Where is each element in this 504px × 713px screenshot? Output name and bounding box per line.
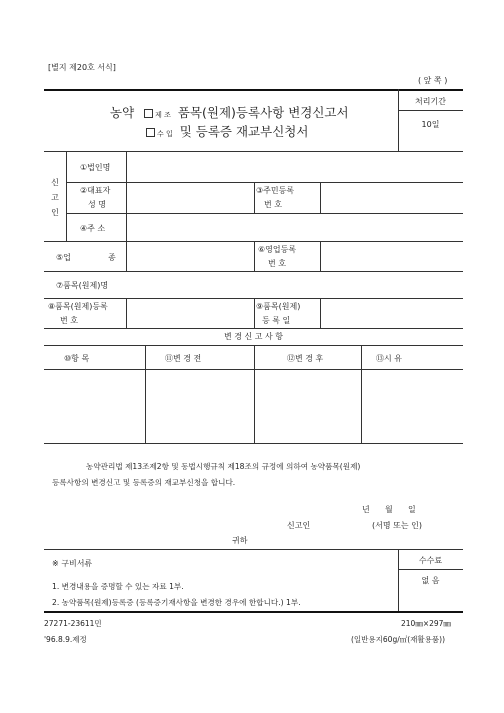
biz-reg-left	[254, 241, 255, 271]
col-reason-header: ⑬시 유	[376, 354, 402, 363]
checkbox-import[interactable]	[146, 128, 155, 137]
rep-name-label-b: 성 명	[88, 200, 106, 209]
reg-no-label-b: 번 호	[60, 316, 78, 325]
documents-item-2: 2. 농약품목(원제)등록증 (등록증기재사항을 변경한 경우에 한합니다.) 1부.	[52, 598, 301, 607]
change-before-field[interactable]	[147, 371, 253, 441]
applicant-char-2: 고	[51, 193, 59, 202]
form-number: [별지 제20호 서식]	[48, 63, 116, 72]
footer-paper: (일반용지60g/㎡(재활용품))	[351, 635, 445, 644]
biz-type-field[interactable]	[128, 242, 253, 270]
page-side-label: ( 앞 쪽 )	[418, 76, 448, 85]
changes-header-bottom	[44, 369, 463, 370]
address-label: ④주 소	[80, 224, 106, 233]
statement-bottom	[44, 549, 463, 550]
addressee: 귀하	[232, 536, 248, 545]
option-manufacture-label: 제 조	[155, 111, 171, 119]
footer-code: 27271-23611민	[44, 619, 102, 628]
reg-date-left	[254, 298, 255, 328]
resident-no-label-a: ③주민등록	[256, 186, 295, 195]
applicant-sign-label: 신고인	[287, 521, 311, 530]
change-item-field[interactable]	[46, 371, 144, 441]
biz-reg-label-b: 번 호	[268, 259, 286, 268]
biz-type-label-b: 종	[108, 253, 116, 262]
option-import-label: 수 입	[157, 130, 173, 138]
processing-divider	[398, 110, 463, 111]
applicant-group-divider	[66, 151, 67, 241]
reg-date-field[interactable]	[322, 299, 462, 327]
changes-col-3	[361, 345, 362, 443]
processing-value: 10일	[421, 120, 440, 129]
reg-no-label-a: ⑧품목(원제)등록	[48, 302, 108, 311]
title-line1-text: 품목(원제)등록사항 변경신고서	[177, 105, 349, 120]
col-before-header: ⑪변 경 전	[165, 354, 202, 363]
registration-bottom	[44, 328, 463, 329]
statement-date[interactable]: 년 월 일	[362, 505, 416, 514]
biz-type-label-a: ⑤업	[56, 253, 71, 262]
col-after-header: ⑫변 경 후	[287, 354, 324, 363]
documents-title: ※ 구비서류	[52, 559, 93, 568]
changes-section-title: 변 경 신 고 사 항	[223, 332, 284, 341]
reg-date-label-a: ⑨품목(원제)	[256, 302, 301, 311]
resident-no-label-b: 번 호	[264, 200, 282, 209]
resident-no-field[interactable]	[322, 183, 462, 212]
signature-field[interactable]: (서명 또는 인)	[372, 521, 422, 530]
biz-reg-label-a: ⑥영업등록	[258, 245, 297, 254]
statement-line2: 등록사항의 변경신고 및 등록증의 재교부신청을 합니다.	[52, 478, 236, 487]
resident-label-right	[320, 182, 321, 213]
form-bottom-border	[44, 611, 463, 613]
title-prefix: 농약	[110, 105, 135, 120]
biz-reg-field[interactable]	[322, 242, 462, 270]
col-item-header: ⑩항 목	[64, 354, 90, 363]
footer-date: '96.8.9.제정	[44, 635, 87, 644]
corp-name-label: ①법인명	[80, 163, 111, 172]
processing-label: 처리기간	[415, 97, 446, 106]
form-title-line1	[110, 103, 349, 121]
rep-name-label-a: ②대표자	[80, 186, 111, 195]
changes-bottom	[44, 443, 463, 444]
applicant-group-label	[44, 175, 66, 220]
address-field[interactable]	[128, 214, 462, 240]
change-after-field[interactable]	[256, 371, 360, 441]
fee-value: 없 음	[421, 576, 440, 585]
changes-col-2	[254, 345, 255, 443]
reg-date-label-b: 등 록 일	[262, 316, 291, 325]
change-reason-field[interactable]	[363, 371, 462, 441]
product-name-label: ⑦품목(원제)명	[56, 281, 109, 290]
product-name-field[interactable]	[128, 272, 462, 297]
biz-type-divider	[126, 241, 127, 271]
applicant-label-divider	[126, 151, 127, 241]
changes-col-1	[145, 345, 146, 443]
reg-no-field[interactable]	[128, 299, 253, 327]
applicant-char-3: 인	[51, 208, 59, 217]
checkbox-manufacture[interactable]	[144, 109, 153, 118]
fee-label: 수수료	[418, 556, 443, 565]
form-top-border	[44, 89, 463, 91]
fee-label-bottom	[398, 569, 463, 570]
resident-label-left	[254, 182, 255, 213]
corp-name-field[interactable]	[128, 152, 462, 181]
applicant-char-1: 신	[51, 178, 59, 187]
documents-item-1: 1. 변경내용을 증명할 수 있는 자료 1부.	[52, 582, 184, 591]
biz-reg-right	[320, 241, 321, 271]
form-title-line2	[146, 122, 308, 140]
statement-line1: 농약관리법 제13조제2항 및 동법시행규칙 제18조의 규정에 의하여 농약품목(원제)	[86, 462, 361, 471]
reg-no-divider	[126, 298, 127, 328]
rep-name-field[interactable]	[128, 183, 253, 212]
footer-size: 210㎜×297㎜	[401, 619, 451, 628]
title-line2-text: 및 등록증 재교부신청서	[179, 124, 309, 139]
reg-date-right	[320, 298, 321, 328]
